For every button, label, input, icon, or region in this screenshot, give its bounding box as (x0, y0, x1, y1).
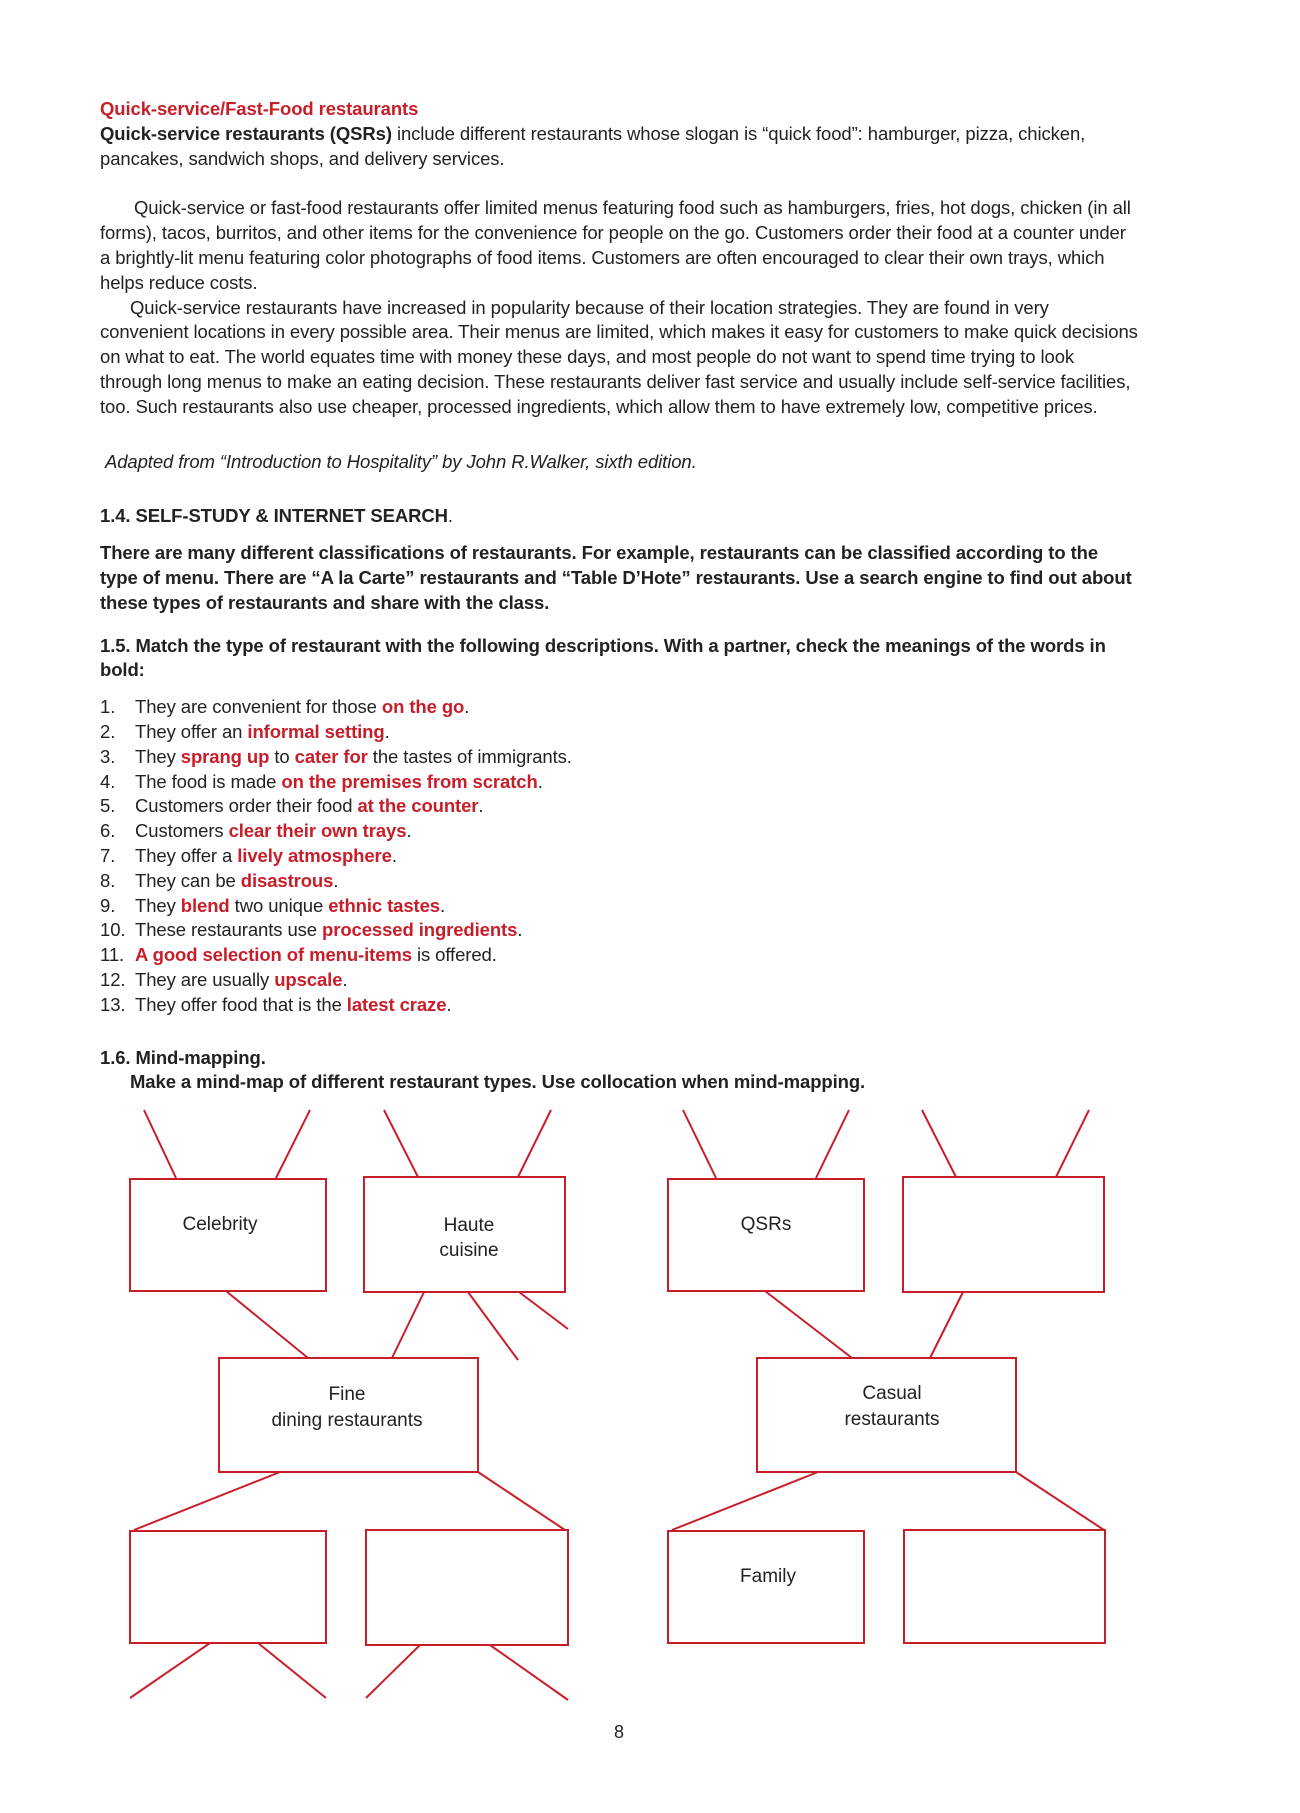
plain-text: They are convenient for those (135, 696, 382, 718)
spoke (518, 1110, 551, 1177)
spoke (683, 1110, 716, 1178)
connector (134, 1472, 280, 1530)
description-number: 6. (100, 820, 116, 842)
spoke (490, 1645, 568, 1700)
box-empty (903, 1177, 1104, 1292)
section-title: Quick-service/Fast-Food restaurants (100, 98, 419, 119)
mindmap-left (130, 1110, 568, 1700)
connector (226, 1291, 308, 1358)
connector (392, 1292, 424, 1358)
connector (930, 1292, 963, 1358)
description-number: 12. (100, 968, 126, 990)
box-qsrs (668, 1179, 864, 1291)
center-casual-line2: restaurants (844, 1409, 940, 1430)
key-phrase: A good selection of menu-items (135, 944, 412, 966)
connector (672, 1472, 818, 1530)
key-phrase: clear their own trays (228, 820, 407, 842)
box-haute-cuisine-line1: Haute (443, 1215, 495, 1236)
mindmap-right (668, 1110, 1105, 1643)
plain-text: two unique (229, 894, 329, 916)
exercise-1-4-task: There are many different classifications of restaurants. For example, restaurants can be classified according to the type of menu. There are “A la Carte” restaurants and “Table D’Hote” restaurants. Use a search engine to find out about these types of restaurants and share with the class. (100, 542, 1132, 613)
plain-text: . (391, 844, 397, 866)
key-phrase: processed ingredients (322, 919, 518, 941)
box-celebrity (130, 1179, 326, 1291)
intro-text: include different restaurants whose slogan is “quick food”: hamburger, pizza, chicken, pancakes, sandwich shops, and delivery services. (100, 122, 1086, 169)
plain-text: is offered. (411, 944, 497, 966)
plain-text: The food is made (135, 770, 282, 792)
plain-text: . (333, 869, 339, 891)
plain-text: They (135, 745, 181, 767)
box-family-label: Family (740, 1566, 796, 1587)
spoke (816, 1110, 849, 1178)
exercise-1-6-task: Make a mind-map of different restaurant types. Use collocation when mind-mapping. (130, 1071, 866, 1093)
spoke (922, 1110, 956, 1177)
connector (478, 1472, 565, 1530)
plain-text: These restaurants use (135, 919, 323, 941)
spoke (1056, 1110, 1089, 1177)
spoke (468, 1292, 518, 1360)
plain-text: Customers (135, 820, 229, 842)
center-casual-line1: Casual (862, 1383, 922, 1404)
plain-text: Customers order their food (135, 795, 358, 817)
description-number: 5. (100, 795, 116, 817)
spoke (258, 1643, 326, 1698)
key-phrase: upscale (274, 968, 343, 990)
center-fine-dining-line2: dining restaurants (271, 1410, 423, 1431)
plain-text: the tastes of immigrants. (367, 745, 572, 767)
paragraph-2: Quick-service restaurants have increased in popularity because of their location strategies. They are found in very convenient locations in every possible area. Their menus are limited, which makes it easy for customers to make quick decisions on what to eat. The world equates time with money these days, and most people do not want to spend time trying to look through long menus to make an eating decision. These restaurants deliver fast service and usually include self-service facilities, too. Such restaurants also use cheaper, processed ingredients, which allow them to have extremely low, competitive prices. (100, 296, 1138, 417)
plain-text: They offer food that is the (135, 993, 347, 1015)
description-number: 8. (100, 869, 116, 891)
description-number: 3. (100, 745, 116, 767)
spoke (366, 1645, 420, 1698)
box-qsrs-label: QSRs (740, 1214, 792, 1235)
box-empty (904, 1530, 1105, 1643)
plain-text: They are usually (135, 968, 275, 990)
key-phrase: informal setting (247, 720, 385, 742)
box-empty (366, 1530, 568, 1645)
key-phrase: cater for (294, 745, 368, 767)
plain-text: They (135, 894, 181, 916)
spoke (144, 1110, 176, 1178)
spoke (519, 1292, 568, 1329)
plain-text: . (440, 894, 446, 916)
connector (1016, 1472, 1104, 1530)
description-number: 2. (100, 720, 116, 742)
plain-text: . (384, 720, 390, 742)
description-number: 4. (100, 770, 116, 792)
plain-text: . (446, 993, 452, 1015)
center-fine-dining-line1: Fine (328, 1384, 366, 1405)
exercise-1-4-title: 1.4. SELF-STUDY & INTERNET SEARCH (100, 505, 448, 527)
plain-text: . (478, 795, 484, 817)
key-phrase: ethnic tastes (328, 894, 440, 916)
plain-text: They offer a (135, 844, 238, 866)
plain-text: . (406, 820, 412, 842)
connector (765, 1291, 852, 1358)
description-number: 13. (100, 993, 126, 1015)
plain-text: . (517, 919, 523, 941)
key-phrase: disastrous (240, 869, 334, 891)
paragraph-1: Quick-service or fast-food restaurants offer limited menus featuring food such as hamburgers, fries, hot dogs, chicken (in all forms), tacos, burritos, and other items for the convenience for people on the go. Customers order their food at a counter under a brightly-lit menu featuring color photographs of food items. Customers are often encouraged to clear their own trays, which helps reduce costs. (100, 197, 1131, 293)
key-phrase: on the go (381, 696, 465, 718)
citation: Adapted from “Introduction to Hospitality” by John R.Walker, sixth edition. (105, 450, 697, 472)
plain-text: . (342, 968, 348, 990)
box-family (668, 1531, 864, 1643)
page-number: 8 (613, 1722, 624, 1742)
plain-text: . (464, 696, 470, 718)
spoke (276, 1110, 310, 1178)
exercise-1-5-heading: 1.5. Match the type of restaurant with the following descriptions. With a partner, check the meanings of the words in bold: (100, 634, 1106, 681)
key-phrase: on the premises from scratch (281, 770, 538, 792)
description-number: 1. (100, 696, 116, 718)
spoke (384, 1110, 418, 1177)
key-phrase: latest craze (346, 993, 447, 1015)
key-phrase: blend (180, 894, 230, 916)
description-number: 10. (100, 919, 126, 941)
plain-text: They can be (135, 869, 241, 891)
exercise-1-4-title-tail: . (447, 505, 453, 527)
box-empty (130, 1531, 326, 1643)
exercise-1-6-heading: 1.6. Mind-mapping. (100, 1046, 266, 1068)
box-haute-cuisine-line2: cuisine (439, 1240, 499, 1261)
box-celebrity-label: Celebrity (182, 1214, 258, 1235)
description-number: 9. (100, 894, 116, 916)
description-number: 11. (100, 944, 125, 966)
key-phrase: lively atmosphere (237, 844, 392, 866)
plain-text: to (269, 745, 295, 767)
plain-text: They offer an (135, 720, 248, 742)
key-phrase: at the counter (357, 795, 479, 817)
plain-text: . (537, 770, 543, 792)
key-phrase: sprang up (180, 745, 270, 767)
spoke (130, 1643, 210, 1698)
qsr-term: Quick-service restaurants (QSRs) (100, 122, 392, 144)
description-number: 7. (100, 844, 116, 866)
